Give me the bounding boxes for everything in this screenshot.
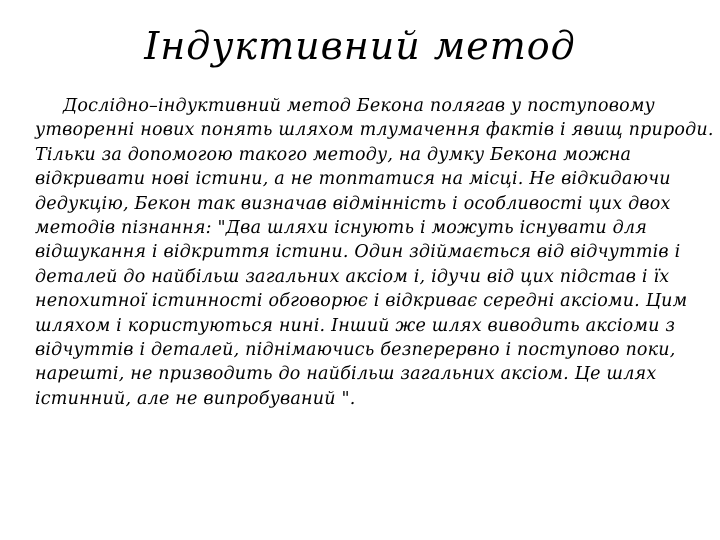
slide-body-paragraph: Дослідно–індуктивний метод Бекона полягав у поступовому утворенні нових понять шляхом тлумачення фактів і явищ природи. Тільки за допомогою такого методу, на думку Бекона можна відкривати нові істини, а не топтатися на місці. Не відкидаючи дедукцію, Бекон так визначав відмінність і особливості цих двох методів пізнання: "Два шляхи існують і можуть існувати для відшукання і відкриття істини. Один здіймається від відчуттів і деталей до найбільш загальних аксіом і, ідучи від цих підстав і їх непохитної істинності обговорює і відкриває середні аксіоми. Цим шляхом і користуються нині. Інший же шлях виводить аксіоми з відчуттів і деталей, піднімаючись безперервно і поступово поки, нарешті, не призводить до найбільш загальних аксіом. Це шлях істинний, але не випробуваний ". xyxy=(35,96,714,409)
slide-title: Індуктивний метод xyxy=(144,24,576,68)
